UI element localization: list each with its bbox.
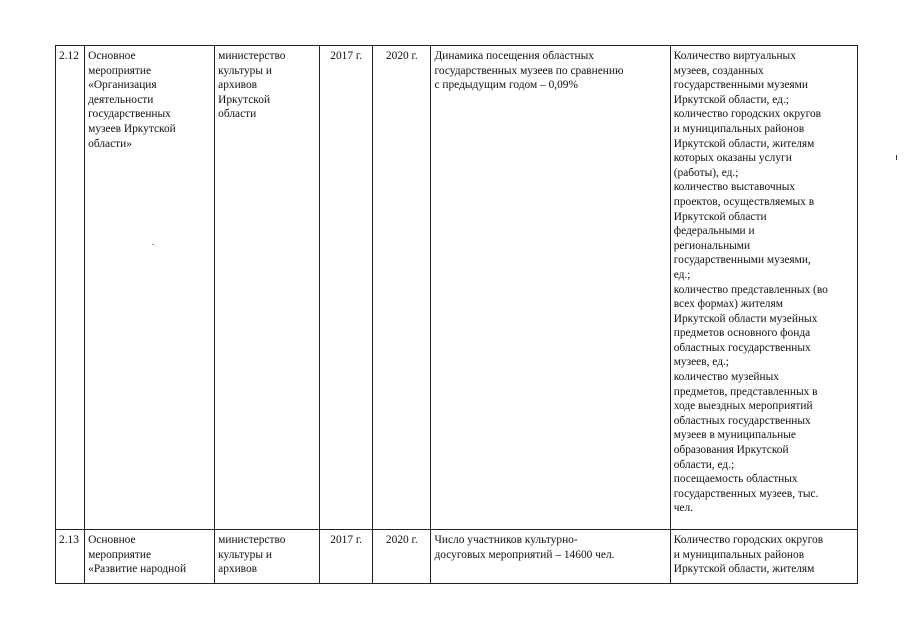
text-line: музеев в муниципальные [673,429,796,442]
text-line: области [218,108,257,121]
text-line: архивов [218,563,258,576]
text-line: архивов [218,79,258,92]
table-row [56,46,858,530]
start-year: 2017 г. [320,530,373,584]
text-line: количество выставочных [673,181,796,194]
text-line: Иркутской области музейных [673,312,818,325]
text-line: Иркутской области, жителям [673,137,815,150]
text-line: Иркутской [218,93,271,106]
text-line: «Организация [88,79,157,92]
text-line: предметов, представленных в [673,385,818,398]
text-line: мероприятие [88,64,152,77]
scan-dot [152,244,154,245]
text-line: и муниципальных районов [673,548,805,561]
text-line: досуговых мероприятий – 14600 чел. [434,548,615,561]
text-line: ед.; [673,268,691,281]
text-line: государственных музеев по сравнению [434,64,624,77]
text-line: области, ед.; [673,458,735,471]
text-line: региональными [673,239,751,252]
text-line: с предыдущим годом – 0,09% [434,79,578,92]
text-line: государственными музеями [673,79,808,92]
text-line: Иркутской области, ед.; [673,93,789,106]
text-line: количество музейных [673,371,779,384]
text-line: музеев, ед.; [673,356,730,369]
text-line: которых оказаны услуги [673,152,792,165]
start-year: 2017 г. [320,46,373,530]
end-year: 2020 г. [373,530,431,584]
text-line: области» [88,137,132,150]
text-line: культуры и [218,64,272,77]
text-line: государственных [88,108,171,121]
executor [215,530,320,584]
item-number: 2.13 [56,530,85,584]
indicators [670,46,857,530]
program-activities-table [55,45,858,584]
text-line: Число участников культурно- [434,534,578,546]
activity-name [85,530,215,584]
text-line: посещаемость областных [673,473,798,486]
text-line: (работы), ед.; [673,166,739,179]
text-line: Количество городских округов [673,534,824,546]
indicators [670,530,857,584]
executor [215,46,320,530]
text-line: министерство [218,50,286,62]
text-line: государственными музеями, [673,254,811,267]
text-line: федеральными и [673,225,755,238]
text-line: ходе выездных мероприятий [673,400,813,413]
expected-result [431,46,670,530]
text-line: Иркутской области [673,210,767,223]
text-line: «Развитие народной [88,563,187,576]
text-line: Количество виртуальных [673,50,796,62]
text-line: количество представленных (во [673,283,828,296]
end-year: 2020 г. [373,46,431,530]
text-line: государственных музеев, тыс. [673,487,819,500]
text-line: министерство [218,534,286,546]
text-line: Динамика посещения областных [434,50,594,62]
text-line: Основное [88,50,136,62]
text-line: областных государственных [673,414,811,427]
text-line: чел. [673,502,694,515]
text-line: мероприятие [88,548,152,561]
table-row [56,530,858,584]
activity-name [85,46,215,530]
text-line: культуры и [218,548,272,561]
text-line: Основное [88,534,136,546]
text-line: и муниципальных районов [673,122,805,135]
text-line: количество городских округов [673,108,822,121]
scan-mark [896,155,897,160]
text-line: музеев, созданных [673,64,764,77]
text-line: музеев Иркутской [88,122,176,135]
text-line: Иркутской области, жителям [673,563,815,576]
expected-result [431,530,670,584]
item-number: 2.12 [56,46,85,530]
text-line: областных государственных [673,341,811,354]
text-line: предметов основного фонда [673,327,811,340]
text-line: проектов, осуществляемых в [673,195,815,208]
text-line: всех формах) жителям [673,298,783,311]
text-line: деятельности [88,93,154,106]
text-line: образования Иркутской [673,444,789,457]
